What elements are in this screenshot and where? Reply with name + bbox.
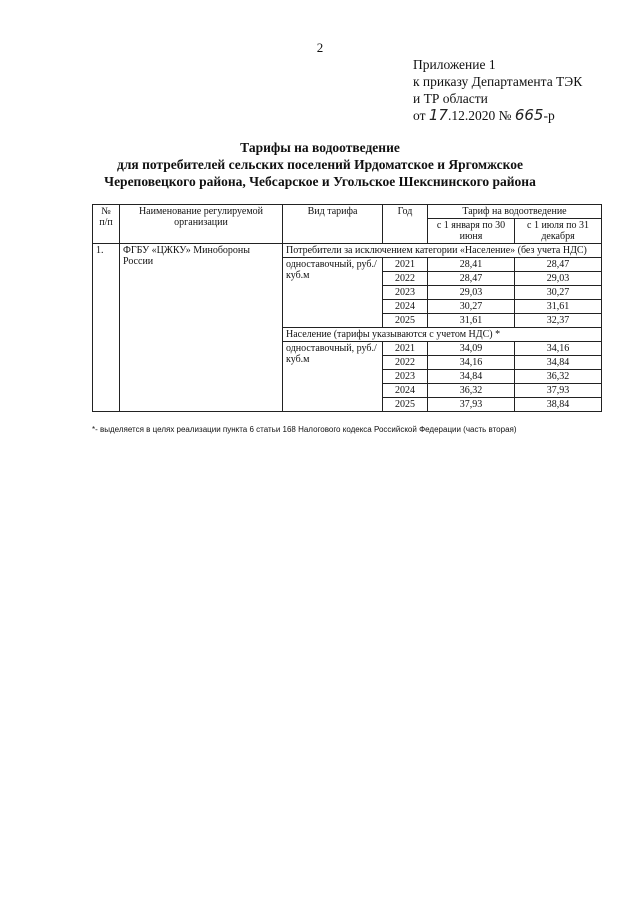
title-line-3: Череповецкого района, Чебсарское и Угольское Шекснинского района	[104, 174, 536, 189]
tariff-type-2: одноставочный, руб./куб.м	[283, 342, 383, 412]
value-cell: 36,32	[515, 370, 602, 384]
appendix-line-2: к приказу Департамента ТЭК	[413, 74, 583, 89]
appendix-line-1: Приложение 1	[413, 57, 496, 72]
tariff-type-1: одноставочный, руб./куб.м	[283, 258, 383, 328]
row-number: 1.	[93, 244, 120, 412]
value-cell: 34,16	[515, 342, 602, 356]
value-cell: 29,03	[515, 272, 602, 286]
value-cell: 34,09	[428, 342, 515, 356]
value-cell: 28,47	[515, 258, 602, 272]
header-period-2: с 1 июля по 31 декабря	[515, 219, 602, 244]
value-cell: 38,84	[515, 398, 602, 412]
header-num: № п/п	[93, 205, 120, 244]
date-day-handwritten: 17	[428, 106, 448, 124]
footnote: *- выделяется в целях реализации пункта 6 статьи 168 Налогового кодекса Российской Федерации (часть вторая)	[92, 425, 517, 434]
year-cell: 2025	[383, 314, 428, 328]
document-title	[0, 139, 640, 190]
value-cell: 31,61	[428, 314, 515, 328]
year-cell: 2025	[383, 398, 428, 412]
appendix-block	[413, 56, 582, 124]
group-label-1: Потребители за исключением категории «Население» (без учета НДС)	[283, 244, 602, 258]
year-cell: 2023	[383, 370, 428, 384]
date-prefix: от	[413, 108, 426, 123]
table-row	[93, 244, 602, 258]
value-cell: 37,93	[515, 384, 602, 398]
order-suffix: -р	[543, 108, 555, 123]
value-cell: 36,32	[428, 384, 515, 398]
value-cell: 30,27	[515, 286, 602, 300]
year-cell: 2021	[383, 258, 428, 272]
appendix-line-3: и ТР области	[413, 91, 488, 106]
year-cell: 2022	[383, 356, 428, 370]
value-cell: 31,61	[515, 300, 602, 314]
year-cell: 2024	[383, 300, 428, 314]
page-number: 2	[316, 40, 324, 55]
header-org: Наименование регулируемой организации	[120, 205, 283, 244]
header-period-1: с 1 января по 30 июня	[428, 219, 515, 244]
year-cell: 2022	[383, 272, 428, 286]
value-cell: 34,84	[515, 356, 602, 370]
table-header-row	[93, 205, 602, 219]
value-cell: 28,41	[428, 258, 515, 272]
value-cell: 28,47	[428, 272, 515, 286]
value-cell: 34,84	[428, 370, 515, 384]
year-cell: 2023	[383, 286, 428, 300]
header-year: Год	[383, 205, 428, 244]
organization-name: ФГБУ «ЦЖКУ» Минобороны России	[120, 244, 283, 412]
value-cell: 29,03	[428, 286, 515, 300]
title-line-1: Тарифы на водоотведение	[240, 140, 400, 155]
title-line-2: для потребителей сельских поселений Ирдоматское и Яргомжское	[116, 157, 524, 172]
order-number-handwritten: 665	[514, 106, 544, 124]
value-cell: 37,93	[428, 398, 515, 412]
date-rest: .12.2020 №	[447, 108, 512, 123]
value-cell: 30,27	[428, 300, 515, 314]
year-cell: 2024	[383, 384, 428, 398]
group-label-2: Население (тарифы указываются с учетом НДС) *	[283, 328, 602, 342]
appendix-date-line	[413, 107, 582, 124]
value-cell: 34,16	[428, 356, 515, 370]
value-cell: 32,37	[515, 314, 602, 328]
year-cell: 2021	[383, 342, 428, 356]
header-type: Вид тарифа	[283, 205, 383, 244]
header-tariff: Тариф на водоотведение	[428, 205, 602, 219]
tariff-table	[92, 204, 602, 412]
